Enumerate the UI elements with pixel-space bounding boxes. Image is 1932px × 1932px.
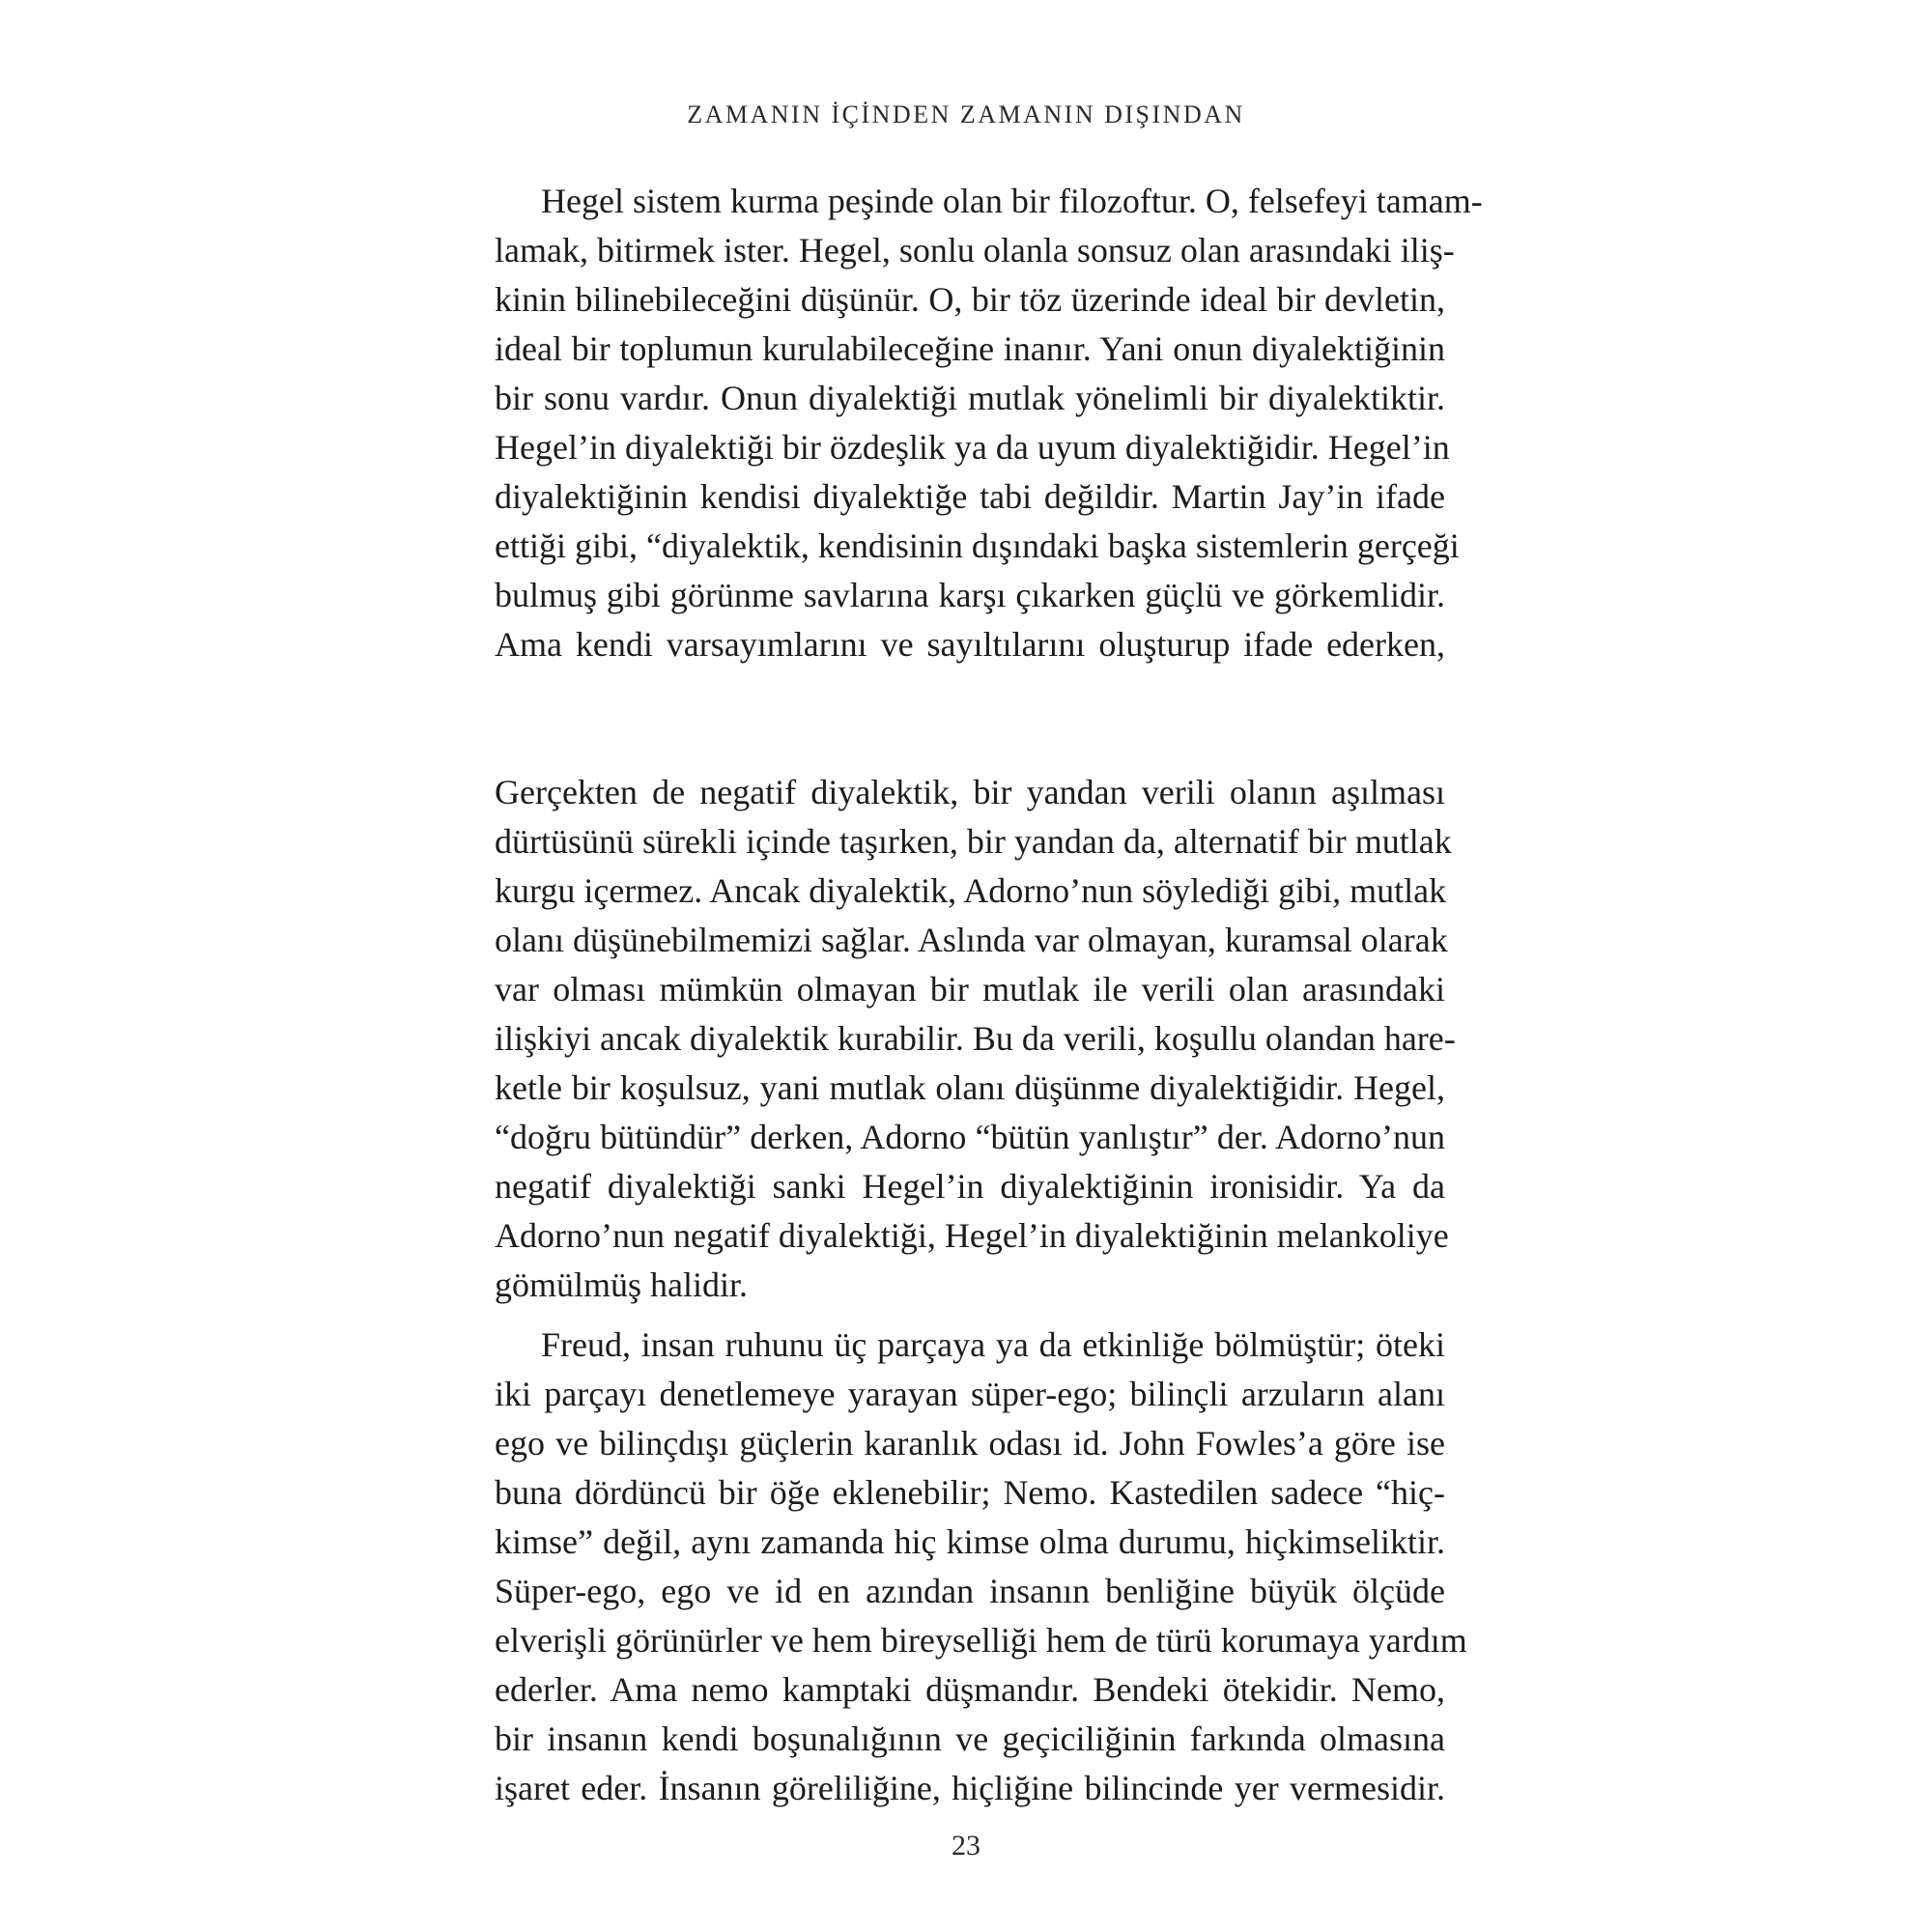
text-line: ettiği gibi, “diyalektik, kendisinin dışındaki başka sistemlerin gerçeği [495, 526, 1460, 565]
text-line: Hegel’in diyalektiği bir özdeşlik ya da uyum diyalektiğidir. Hegel’in [495, 428, 1450, 467]
text-line: negatif diyalektiği sanki Hegel’in diyalektiğinin ironisidir. Ya da [495, 1167, 1445, 1206]
body-text [495, 177, 1483, 1813]
text-line: ego ve bilinçdışı güçlerin karanlık odası id. John Fowles’a göre ise [495, 1424, 1445, 1463]
text-line [495, 669, 1445, 719]
text-line: lamak, bitirmek ister. Hegel, sonlu olanla sonsuz olan arasındaki iliş- [495, 231, 1455, 270]
text-line: Freud, insan ruhunu üç parçaya ya da etkinliğe bölmüştür; öteki [541, 1325, 1445, 1364]
text-line: diyalektiğinin kendisi diyalektiğe tabi değildir. Martin Jay’in ifade [495, 477, 1445, 516]
text-line-with-footnote [495, 719, 1445, 768]
paragraph-freud [495, 1321, 1467, 1813]
text-line: Hegel sistem kurma peşinde olan bir filozoftur. O, felsefeyi tamam- [541, 182, 1483, 220]
text-line: ideal bir toplumun kurulabileceğine inanır. Yani onun diyalektiğinin [495, 329, 1445, 368]
text-line: elverişli görünürler ve hem bireyselliği hem de türü korumaya yardım [495, 1621, 1467, 1660]
text-line: işaret eder. İnsanın göreliliğine, hiçliğine bilincinde yer vermesidir. [495, 1769, 1445, 1807]
text-line: Gerçekten de negatif diyalektik, bir yandan verili olanın aşılması [495, 773, 1445, 811]
text-line: kinin bilinebileceğini düşünür. O, bir töz üzerinde ideal bir devletin, [495, 280, 1445, 319]
text-line: ederler. Ama nemo kamptaki düşmandır. Bendeki ötekidir. Nemo, [495, 1670, 1445, 1709]
text-line: gömülmüş halidir. [495, 1265, 749, 1304]
text-line: kimse” değil, aynı zamanda hiç kimse olma durumu, hiçkimseliktir. [495, 1522, 1445, 1561]
text-line: Adorno’nun negatif diyalektiği, Hegel’in diyalektiğinin melankoliye [495, 1216, 1449, 1255]
text-line: “doğru bütündür” derken, Adorno “bütün yanlıştır” der. Adorno’nun [495, 1118, 1445, 1156]
running-header: ZAMANIN İÇİNDEN ZAMANIN DIŞINDAN [687, 100, 1245, 128]
page-number: 23 [952, 1830, 980, 1861]
text-line: bulmuş gibi görünme savlarına karşı çıkarken güçlü ve görkemlidir. [495, 576, 1445, 614]
text-line: bir sonu vardır. Onun diyalektiği mutlak yönelimli bir diyalektiktir. [495, 379, 1445, 417]
text-line: Ama kendi varsayımlarını ve sayıltılarını oluşturup ifade ederken, [495, 625, 1445, 664]
text-line: buna dördüncü bir öğe eklenebilir; Nemo. Kastedilen sadece “hiç- [495, 1473, 1445, 1512]
text-line: ketle bir koşulsuz, yani mutlak olanı düşünme diyalektiğidir. Hegel, [495, 1068, 1445, 1107]
text-line: bir insanın kendi boşunalığının ve geçiciliğinin farkında olmasına [495, 1719, 1445, 1758]
text-line: ilişkiyi ancak diyalektik kurabilir. Bu da verili, koşullu olandan hare- [495, 1019, 1456, 1058]
text-line: var olması mümkün olmayan bir mutlak ile verili olan arasındaki [495, 970, 1445, 1009]
text-line: dürtüsünü sürekli içinde taşırken, bir yandan da, alternatif bir mutlak [495, 822, 1452, 861]
text-line: iki parçayı denetlemeye yarayan süper-ego; bilinçli arzuların alanı [495, 1375, 1445, 1413]
text-line: kurgu içermez. Ancak diyalektik, Adorno’nun söylediği gibi, mutlak [495, 871, 1447, 910]
text-line: Süper-ego, ego ve id en azından insanın benliğine büyük ölçüde [495, 1572, 1445, 1610]
text-line: olanı düşünebilmemizi sağlar. Aslında var olmayan, kuramsal olarak [495, 921, 1448, 959]
paragraph-hegel [495, 177, 1483, 1310]
paragraph-spacing [495, 1310, 1445, 1321]
